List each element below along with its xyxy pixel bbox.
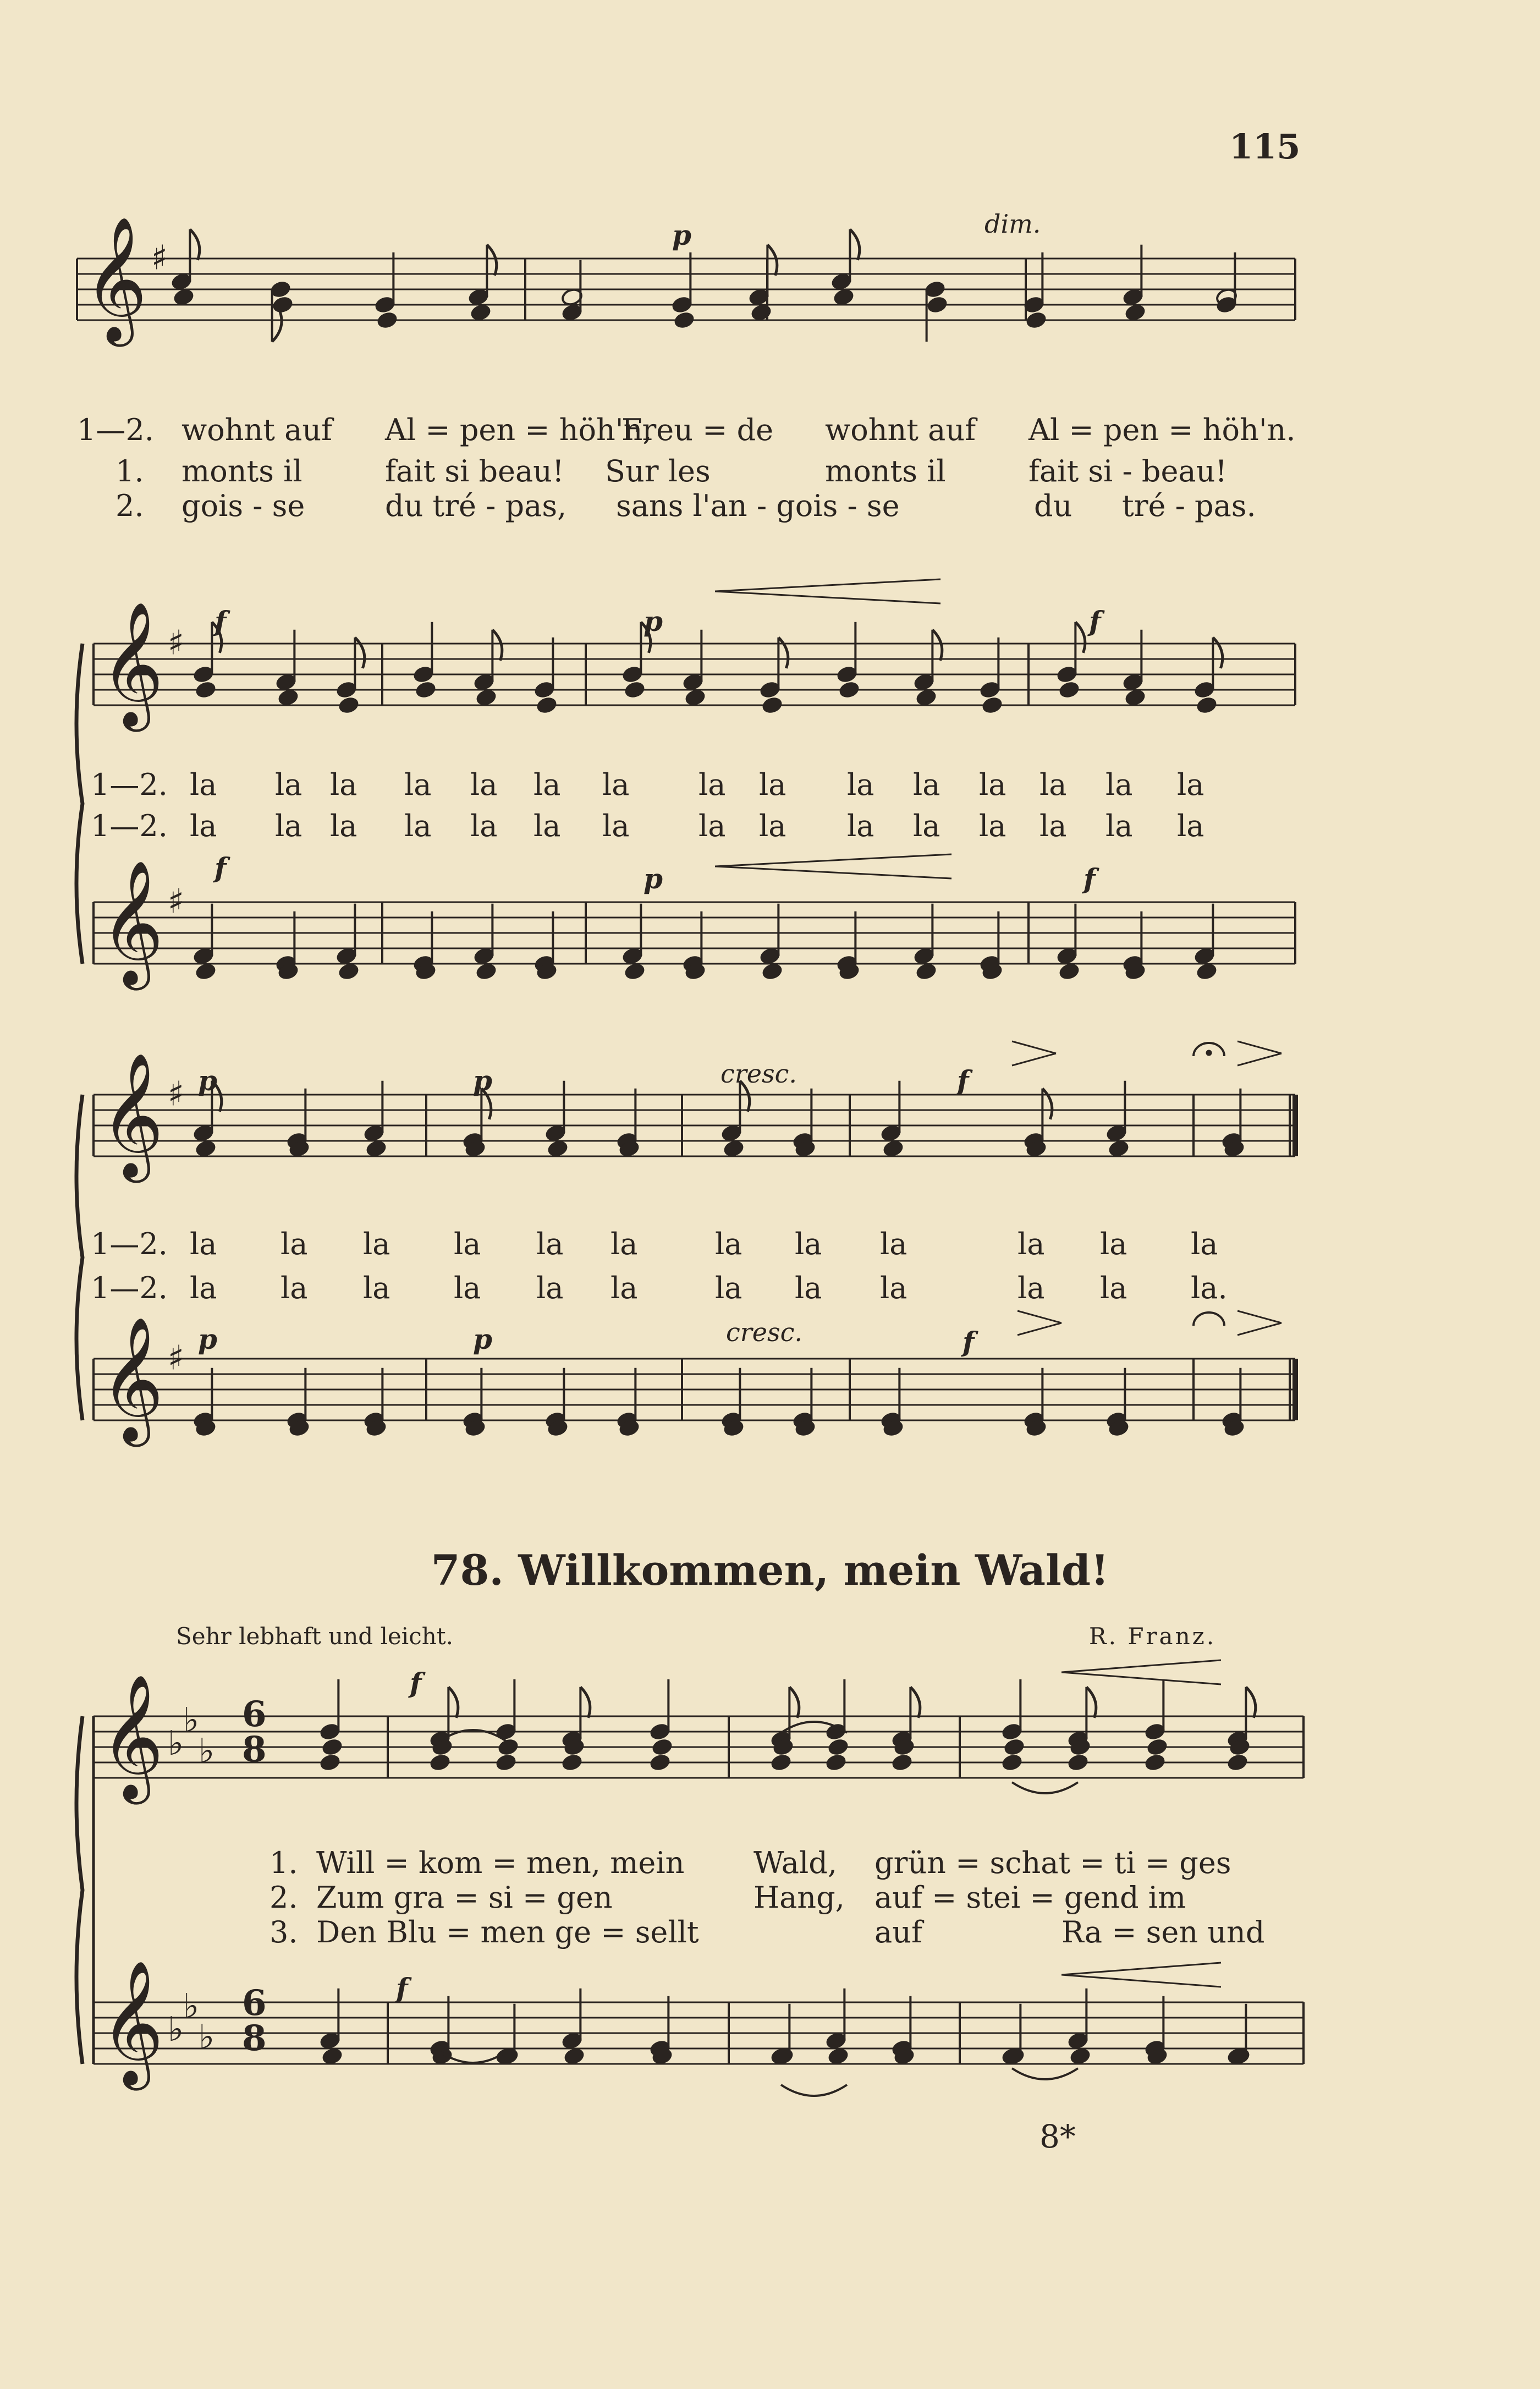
sharp-icon: ♯: [168, 1338, 184, 1378]
verse-1-num: 1.: [270, 1846, 298, 1880]
note-flag: [448, 1687, 458, 1718]
note-head: [469, 303, 492, 322]
dynamic-f: f: [1089, 605, 1101, 638]
note-head: [1000, 1753, 1023, 1772]
note-head: [750, 303, 772, 322]
note-head: [1124, 303, 1146, 322]
note-head: [321, 2046, 343, 2066]
lyric-s1-l3-c: sans l'an - gois - se: [616, 488, 900, 523]
note-head: [915, 688, 937, 707]
verse-1-a: Will = kom = men, mein: [316, 1846, 685, 1880]
lyric-system2-row1-5: la: [470, 767, 498, 802]
note-flag: [1213, 638, 1222, 668]
note-head: [926, 295, 948, 315]
lyric-system2-row1-13: la: [1040, 767, 1067, 802]
footer-mark: 8*: [1040, 2118, 1076, 2155]
lyric-system2-row2-13: la: [1040, 809, 1067, 843]
note-flag: [580, 1687, 590, 1718]
lyric-s1-l1-c: Freu = de: [622, 413, 774, 447]
note-flag: [789, 1687, 799, 1718]
flat-icon: ♭: [199, 2017, 215, 2057]
note-head: [673, 310, 695, 330]
lyric-system3-row2-4: la: [454, 1271, 481, 1305]
fermata-icon: [1194, 1312, 1224, 1326]
lower-dynamic-p: p: [473, 1323, 492, 1355]
lyric-system2-row2-7: la: [602, 809, 630, 843]
lyric-system3-row1-8: la: [795, 1227, 822, 1261]
dynamic-p: p: [644, 605, 663, 638]
lyric-system3-row1-4: la: [454, 1227, 481, 1261]
note-head: [623, 680, 646, 700]
note-flag: [932, 630, 942, 661]
note-flag: [190, 229, 199, 260]
note-head: [1195, 695, 1218, 715]
note-head: [890, 1753, 913, 1772]
verse-1-b: Wald,: [754, 1846, 838, 1880]
note-flag: [1075, 622, 1085, 653]
sharp-icon: ♯: [151, 238, 168, 278]
lyric-system2-row2-5: la: [470, 809, 498, 843]
note-flag: [778, 638, 788, 668]
system-brace: [76, 1095, 82, 1420]
lyric-s1-l3-num: 2.: [116, 488, 144, 523]
accent-icon: [1238, 1323, 1282, 1335]
treble-clef-icon: 𝄞: [100, 859, 164, 985]
lyric-system3-row1-0: 1—2.: [91, 1227, 168, 1261]
verse-2-num: 2.: [270, 1880, 298, 1915]
tie-slur: [1012, 2068, 1078, 2079]
lyric-system3-row1-7: la: [715, 1227, 743, 1261]
note-head: [1107, 1139, 1130, 1158]
note-head: [1058, 962, 1080, 981]
note-head: [827, 1737, 849, 1757]
lower-dynamic-f: f: [396, 1972, 408, 2004]
lyric-system3-row1-12: la: [1191, 1227, 1218, 1261]
note-flag: [1086, 1687, 1096, 1718]
lyric-s1-l2-e: fait si - beau!: [1028, 454, 1228, 488]
sharp-icon: ♯: [168, 1074, 184, 1114]
time-signature-top: [242, 1694, 267, 1770]
lyric-s1-l3-b: du tré - pas,: [385, 488, 567, 523]
note-head: [1146, 1737, 1168, 1757]
note-head: [769, 1753, 792, 1772]
lower-dynamic-f: f: [215, 852, 227, 884]
lyric-system2-row2-8: la: [698, 809, 726, 843]
lyric-system2-row2-2: la: [275, 809, 302, 843]
note-flag: [492, 630, 502, 661]
tie-slur: [1012, 1782, 1078, 1793]
lyric-system3-row2-6: la: [610, 1271, 638, 1305]
lyric-s1-l1-e: Al = pen = höh'n.: [1028, 413, 1296, 447]
note-flag: [272, 311, 282, 342]
note-head: [1069, 2046, 1091, 2066]
note-flag: [850, 229, 859, 260]
note-head: [1025, 310, 1047, 330]
time-signature-numerator: 6: [242, 1982, 267, 2024]
note-flag: [1042, 1089, 1052, 1119]
note-flag: [910, 1687, 920, 1718]
note-head: [376, 310, 398, 330]
fermata-dot: [1206, 1050, 1212, 1056]
composer: R. Franz.: [1089, 1623, 1217, 1650]
note-head: [1003, 2046, 1025, 2066]
lyric-system2-row2-14: la: [1106, 809, 1133, 843]
note-head: [882, 1139, 904, 1158]
note-head: [1195, 962, 1218, 981]
time-signature-bottom: [242, 1982, 267, 2059]
note-head: [915, 962, 937, 981]
lyric-system3-row1-2: la: [280, 1227, 308, 1261]
note-head: [546, 1139, 569, 1158]
accent-icon: [1012, 1041, 1056, 1053]
lyric-system2-row2-4: la: [404, 809, 432, 843]
verse-3-b: auf: [875, 1915, 922, 1949]
dynamic-f: f: [410, 1667, 422, 1699]
verse-2-b: Hang,: [754, 1880, 845, 1915]
lyric-system3-row2-1: la: [190, 1271, 217, 1305]
note-flag: [1246, 1687, 1255, 1718]
dim-marking: dim.: [985, 209, 1041, 239]
note-flag: [355, 638, 364, 668]
note-head: [1228, 2046, 1251, 2066]
note-head: [1124, 688, 1146, 707]
note-head: [318, 1753, 341, 1772]
lyric-s1-l1-a: wohnt auf: [182, 413, 333, 447]
lyric-system2-row1-4: la: [404, 767, 432, 802]
crescendo-hairpin: [1062, 1660, 1221, 1672]
lyric-s1-l3-a: gois - se: [182, 488, 305, 523]
note-head: [761, 962, 783, 981]
lyric-system2-row1-14: la: [1106, 767, 1133, 802]
lyric-system2-row1-8: la: [698, 767, 726, 802]
lyric-system3-row1-6: la: [610, 1227, 638, 1261]
note-flag: [767, 245, 777, 276]
note-head: [271, 295, 294, 315]
lower-dynamic-p: p: [644, 863, 663, 895]
accent-icon: [1238, 1311, 1282, 1323]
note-head: [172, 287, 195, 307]
lyric-system2-row1-6: la: [534, 767, 561, 802]
note-head: [651, 1737, 673, 1757]
lower-cresc-marking: cresc.: [726, 1317, 802, 1347]
note-head: [321, 1737, 343, 1757]
lyric-system3-row1-10: la: [1018, 1227, 1045, 1261]
time-signature-denominator: 8: [242, 1729, 267, 1770]
lyric-system3-row1-9: la: [880, 1227, 908, 1261]
lyric-system2-row2-11: la: [913, 809, 941, 843]
note-head: [497, 1737, 519, 1757]
flat-icon: ♭: [168, 1723, 184, 1763]
lyric-s1-l2-c: Sur les: [605, 454, 711, 488]
lyric-system2-row1-15: la: [1177, 767, 1204, 802]
note-head: [194, 1139, 217, 1158]
lyric-s1-l2-d: monts il: [825, 454, 946, 488]
note-head: [722, 1139, 745, 1158]
note-head: [475, 962, 497, 981]
lyric-system3-row2-0: 1—2.: [91, 1271, 168, 1305]
note-head: [277, 688, 299, 707]
note-flag: [487, 245, 496, 276]
flat-icon: ♭: [183, 1986, 200, 2026]
treble-clef-icon: 𝄞: [100, 1959, 164, 2085]
tie-slur: [781, 2085, 847, 2096]
lower-dynamic-f: f: [963, 1326, 975, 1358]
lyric-system2-row1-0: 1—2.: [91, 767, 168, 802]
lyric-system2-row2-6: la: [534, 809, 561, 843]
note-head: [838, 680, 860, 700]
note-head: [1066, 1753, 1089, 1772]
verse-1-c: grün = schat = ti = ges: [875, 1846, 1231, 1880]
note-head: [560, 1753, 583, 1772]
lyric-system2-row2-3: la: [330, 809, 358, 843]
system-brace: [76, 1716, 82, 2064]
treble-clef-icon: 𝄞: [100, 1316, 164, 1442]
lyric-system2-row2-1: la: [190, 809, 217, 843]
note-head: [563, 2046, 585, 2066]
time-signature-numerator: 6: [242, 1694, 267, 1735]
treble-clef-icon: 𝄞: [84, 216, 147, 342]
note-head: [832, 287, 855, 307]
note-head: [1226, 1753, 1248, 1772]
note-head: [194, 680, 217, 700]
lyric-s1-l1-d: wohnt auf: [825, 413, 976, 447]
dynamic-p: p: [198, 1064, 217, 1097]
note-head: [1143, 1753, 1166, 1772]
note-head: [475, 688, 497, 707]
note-head: [761, 695, 783, 715]
verse-3-num: 3.: [270, 1915, 298, 1949]
note-head: [428, 1753, 451, 1772]
accent-icon: [1018, 1311, 1062, 1323]
lower-dynamic-p: p: [198, 1323, 217, 1355]
treble-clef-icon: 𝄞: [100, 1052, 164, 1178]
lyric-system2-row2-0: 1—2.: [91, 809, 168, 843]
note-head: [648, 1753, 671, 1772]
note-head: [824, 1753, 847, 1772]
lyric-s1-l1-num: 1—2.: [77, 413, 154, 447]
lyric-s1-l1-b: Al = pen = höh'n,: [385, 413, 652, 447]
lyric-system3-row2-2: la: [280, 1271, 308, 1305]
lyric-system3-row2-3: la: [363, 1271, 391, 1305]
cresc-marking: cresc.: [721, 1059, 797, 1089]
lyric-system2-row1-1: la: [190, 767, 217, 802]
dynamic-p: p: [473, 1064, 492, 1097]
crescendo-hairpin: [1062, 1963, 1221, 1975]
dynamic-f: f: [957, 1064, 969, 1097]
tempo-marking: Sehr lebhaft und leicht.: [176, 1623, 453, 1650]
lyric-s1-l2-a: monts il: [182, 454, 302, 488]
time-signature-denominator: 8: [242, 2018, 267, 2059]
lyric-system2-row2-12: la: [979, 809, 1007, 843]
lyric-system3-row1-5: la: [536, 1227, 564, 1261]
crescendo-hairpin: [715, 866, 952, 878]
crescendo-hairpin: [1062, 1975, 1221, 1987]
note-head: [827, 2046, 849, 2066]
note-head: [1058, 680, 1080, 700]
lyric-system2-row1-3: la: [330, 767, 358, 802]
accent-icon: [1018, 1323, 1062, 1335]
lyric-system3-row2-7: la: [715, 1271, 743, 1305]
flat-icon: ♭: [168, 2009, 184, 2049]
lyric-system2-row1-7: la: [602, 767, 630, 802]
crescendo-hairpin: [715, 579, 941, 591]
lyric-system3-row2-8: la: [795, 1271, 822, 1305]
lyric-s1-l2-b: fait si beau!: [385, 454, 564, 488]
lyric-system2-row1-12: la: [979, 767, 1007, 802]
note-head: [365, 1139, 387, 1158]
note-head: [494, 1753, 517, 1772]
lyric-system2-row1-10: la: [847, 767, 875, 802]
note-head: [414, 680, 437, 700]
lyric-system3-row2-12: la.: [1191, 1271, 1228, 1305]
verse-3-c: Ra = sen und: [1062, 1915, 1265, 1949]
flat-icon: ♭: [199, 1731, 215, 1771]
note-head: [684, 688, 706, 707]
crescendo-hairpin: [715, 854, 952, 866]
page-number: 115: [1229, 127, 1301, 167]
song-title: 78. Willkommen, mein Wald!: [431, 1546, 1109, 1595]
lyric-system3-row1-11: la: [1100, 1227, 1128, 1261]
dynamic-p: p: [672, 219, 691, 251]
accent-icon: [1012, 1053, 1056, 1066]
lyric-system2-row1-9: la: [759, 767, 787, 802]
verse-3-a: Den Blu = men ge = sellt: [316, 1915, 699, 1949]
lyric-system2-row1-11: la: [913, 767, 941, 802]
lyric-system2-row2-9: la: [759, 809, 787, 843]
lyric-s1-l3-d: du: [1034, 488, 1072, 523]
note-head: [981, 695, 1003, 715]
lyric-system3-row1-3: la: [363, 1227, 391, 1261]
note-head: [194, 962, 217, 981]
lyric-system3-row2-10: la: [1018, 1271, 1045, 1305]
note-head: [337, 962, 360, 981]
note-head: [535, 695, 558, 715]
verse-2-a: Zum gra = si = gen: [316, 1880, 613, 1915]
lyric-s1-l2-num: 1.: [116, 454, 144, 488]
system-brace: [76, 644, 82, 964]
lyric-system3-row2-5: la: [536, 1271, 564, 1305]
note-head: [1003, 1737, 1025, 1757]
treble-clef-icon: 𝄞: [100, 1673, 164, 1799]
lyric-system3-row2-11: la: [1100, 1271, 1128, 1305]
treble-clef-icon: 𝄞: [100, 601, 164, 727]
dynamic-f: f: [215, 605, 227, 638]
lower-dynamic-f: f: [1084, 863, 1096, 895]
accent-icon: [1238, 1041, 1282, 1053]
crescendo-hairpin: [1062, 1672, 1221, 1684]
lyric-system3-row1-1: la: [190, 1227, 217, 1261]
verse-2-c: auf = stei = gend im: [875, 1880, 1186, 1915]
accent-icon: [1238, 1053, 1282, 1066]
lyric-system2-row2-15: la: [1177, 809, 1204, 843]
flat-icon: ♭: [183, 1700, 200, 1740]
crescendo-hairpin: [715, 591, 941, 603]
sharp-icon: ♯: [168, 623, 184, 663]
lyric-system3-row2-9: la: [880, 1271, 908, 1305]
lyric-system2-row2-10: la: [847, 809, 875, 843]
lyric-s1-l3-e: tré - pas.: [1122, 488, 1256, 523]
note-head: [623, 962, 646, 981]
lyric-system2-row1-2: la: [275, 767, 302, 802]
note-head: [337, 695, 360, 715]
note-head: [772, 2046, 794, 2066]
sharp-icon: ♯: [168, 881, 184, 921]
